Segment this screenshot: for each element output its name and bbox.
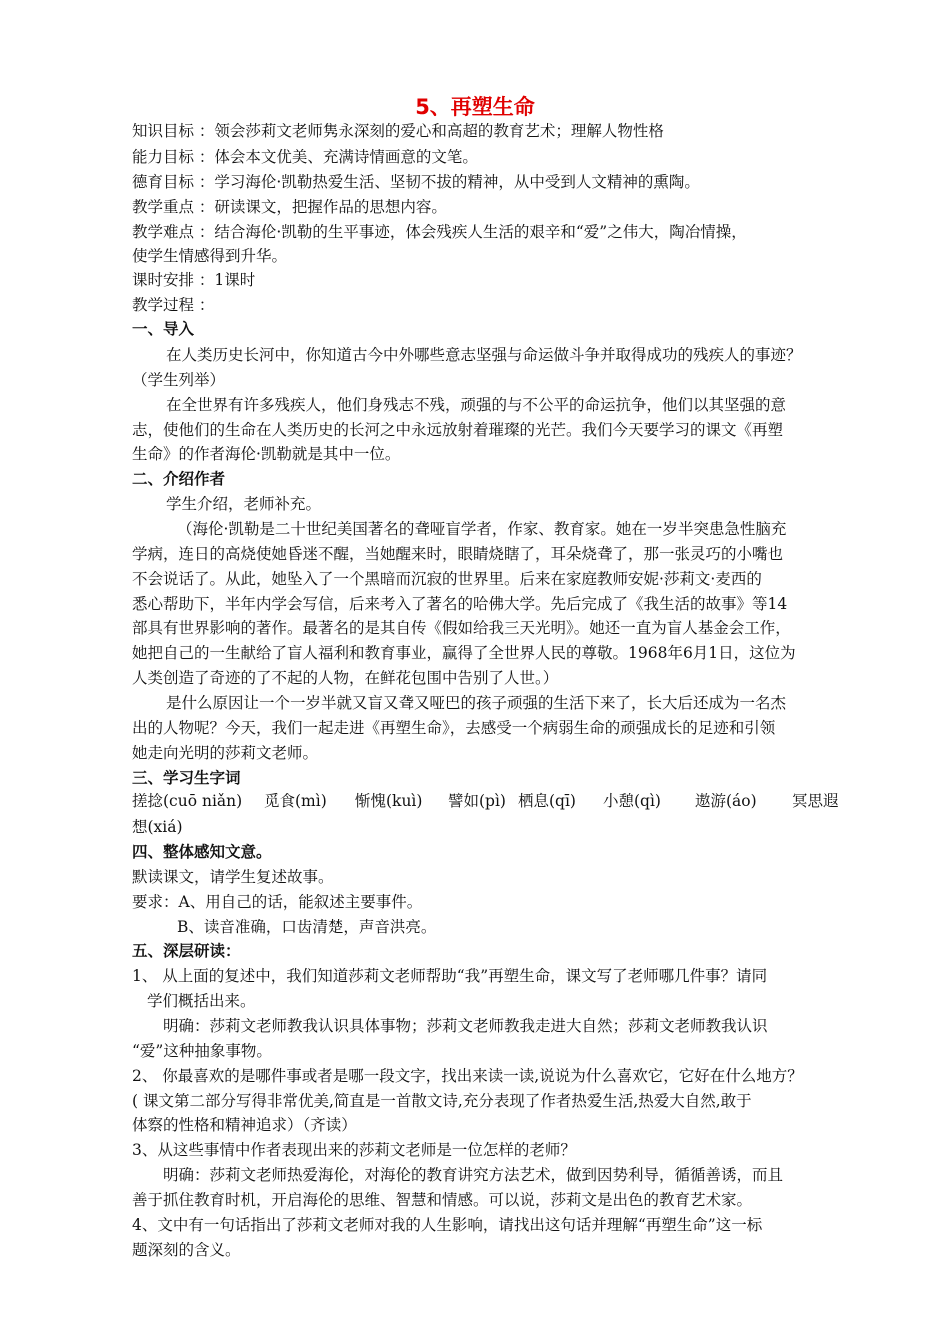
paragraph-line: 悉心帮助下，半年内学会写信，后来考入了著名的哈佛大学。先后完成了《我生活的故事》等14 bbox=[132, 595, 788, 613]
ability-objective: 能力目标 ：体会本文优美、充满诗情画意的文笔。 bbox=[132, 148, 478, 166]
paragraph-line: 出的人物呢？今天，我们一起走进《再塑生命》，去感受一个病弱生命的顽强成长的足迹和引领 bbox=[132, 719, 776, 737]
section-heading-vocabulary: 三、学习生字词 bbox=[132, 768, 241, 787]
vocabulary-word: 觅食(mì) bbox=[264, 792, 327, 810]
question-1-cont: 学们概括出来。 bbox=[147, 992, 256, 1010]
paragraph-line: 部具有世界影响的著作。最著名的是其自传《假如给我三天光明》。她还一直为盲人基金会工作， bbox=[132, 619, 791, 637]
vocabulary-list bbox=[132, 789, 862, 813]
paragraph-line: 学生介绍，老师补充。 bbox=[166, 495, 322, 513]
teaching-difficulty-line-2: 使学生情感得到升华。 bbox=[132, 247, 288, 265]
answer-1: 明确：莎莉文老师教我认识具体事物；莎莉文老师教我走进大自然；莎莉文老师教我认识 bbox=[163, 1017, 768, 1035]
answer-3: 明确：莎莉文老师热爱海伦，对海伦的教育讲究方法艺术，做到因势利导，循循善诱，而且 bbox=[163, 1166, 784, 1184]
question-1: 1、 从上面的复述中，我们知道莎莉文老师帮助“我”再塑生命，课文写了老师哪几件事？请同 bbox=[132, 967, 768, 985]
vocabulary-word: 惭愧(kuì) bbox=[355, 792, 423, 810]
paragraph-line: 志，使他们的生命在人类历史的长河之中永远放射着璀璨的光芒。我们今天要学习的课文《再塑 bbox=[132, 421, 784, 439]
paragraph-line: 默读课文，请学生复述故事。 bbox=[132, 868, 334, 886]
section-heading-author: 二、介绍作者 bbox=[132, 469, 226, 488]
answer-1-cont: “爱”这种抽象事物。 bbox=[132, 1042, 272, 1060]
knowledge-objective: 知识目标 ：领会莎莉文老师隽永深刻的爱心和高超的教育艺术；理解人物性格 bbox=[132, 122, 664, 140]
vocabulary-word: 小憩(qì) bbox=[603, 792, 661, 810]
teaching-key-point: 教学重点 ：研读课文，把握作品的思想内容。 bbox=[132, 198, 447, 216]
section-heading-overview: 四、整体感知文意。 bbox=[132, 842, 272, 861]
question-4-cont: 题深刻的含义。 bbox=[132, 1241, 241, 1259]
question-3: 3、从这些事情中作者表现出来的莎莉文老师是一位怎样的老师？ bbox=[132, 1141, 576, 1159]
section-heading-deep-reading: 五、深层研读： bbox=[132, 941, 241, 960]
paragraph-line: 在全世界有许多残疾人，他们身残志不残，顽强的与不公平的命运抗争，他们以其坚强的意 bbox=[166, 396, 787, 414]
vocabulary-word: 冥思遐 bbox=[792, 792, 839, 810]
paragraph-line: （海伦·凯勒是二十世纪美国著名的聋哑盲学者，作家、教育家。她在一岁半突患急性脑充 bbox=[177, 520, 787, 538]
paragraph-line: 要求：A、用自己的话，能叙述主要事件。 bbox=[132, 893, 423, 911]
paragraph-line: 在人类历史长河中，你知道古今中外哪些意志坚强与命运做斗争并取得成功的残疾人的事迹？ bbox=[166, 346, 802, 364]
class-schedule: 课时安排 ：1课时 bbox=[132, 271, 256, 289]
paragraph-line: 是什么原因让一个一岁半就又盲又聋又哑巴的孩子顽强的生活下来了，长大后还成为一名杰 bbox=[166, 694, 787, 712]
teaching-difficulty-line-1: 教学难点 ：结合海伦·凯勒的生平事迹，体会残疾人生活的艰辛和“爱”之伟大，陶冶情操， bbox=[132, 223, 747, 241]
paragraph-line: 不会说话了。从此，她坠入了一个黑暗而沉寂的世界里。后来在家庭教师安妮·莎莉文·麦西的 bbox=[132, 570, 762, 588]
question-2-note: ( 课文第二部分写得非常优美,简直是一首散文诗,充分表现了作者热爱生活,热爱大自然,敢于 bbox=[132, 1092, 752, 1110]
question-2-note-cont: 体察的性格和精神追求）（齐读） bbox=[132, 1116, 357, 1134]
paragraph-line: 她走向光明的莎莉文老师。 bbox=[132, 744, 319, 762]
paragraph-line: 她把自己的一生献给了盲人福利和教育事业，赢得了全世界人民的尊敬。1968年6月1日，这位为 bbox=[132, 644, 796, 662]
vocabulary-word: 栖息(qī) bbox=[518, 792, 576, 810]
question-2: 2、 你最喜欢的是哪件事或者是哪一段文字，找出来读一读,说说为什么喜欢它，它好在什么地方？ bbox=[132, 1067, 803, 1085]
paragraph-line: （学生列举） bbox=[132, 371, 226, 389]
paragraph-line: 生命》的作者海伦·凯勒就是其中一位。 bbox=[132, 445, 401, 463]
vocabulary-word: 譬如(pì) bbox=[448, 792, 506, 810]
paragraph-line: B、读音准确，口齿清楚，声音洪亮。 bbox=[177, 918, 437, 936]
vocabulary-word: 搓捻(cuō niǎn) bbox=[132, 792, 243, 810]
paragraph-line: 人类创造了奇迹的了不起的人物，在鲜花包围中告别了人世。） bbox=[132, 669, 559, 687]
section-heading-intro: 一、导入 bbox=[132, 319, 195, 338]
question-4: 4、文中有一句话指出了莎莉文老师对我的人生影响，请找出这句话并理解“再塑生命”这一标 bbox=[132, 1216, 763, 1234]
paragraph-line: 学病，连日的高烧使她昏迷不醒，当她醒来时，眼睛烧瞎了，耳朵烧聋了，那一张灵巧的小嘴也 bbox=[132, 545, 784, 563]
vocabulary-word: 遨游(áo) bbox=[695, 792, 757, 810]
page-title: 5、再塑生命 bbox=[415, 95, 535, 119]
answer-3-cont: 善于抓住教育时机，开启海伦的思维、智慧和情感。可以说，莎莉文是出色的教育艺术家。 bbox=[132, 1191, 753, 1209]
teaching-process-label: 教学过程 ： bbox=[132, 296, 215, 314]
moral-objective: 德育目标 ：学习海伦·凯勒热爱生活、坚韧不拔的精神，从中受到人文精神的熏陶。 bbox=[132, 173, 700, 191]
vocabulary-word: 想(xiá) bbox=[132, 818, 183, 836]
